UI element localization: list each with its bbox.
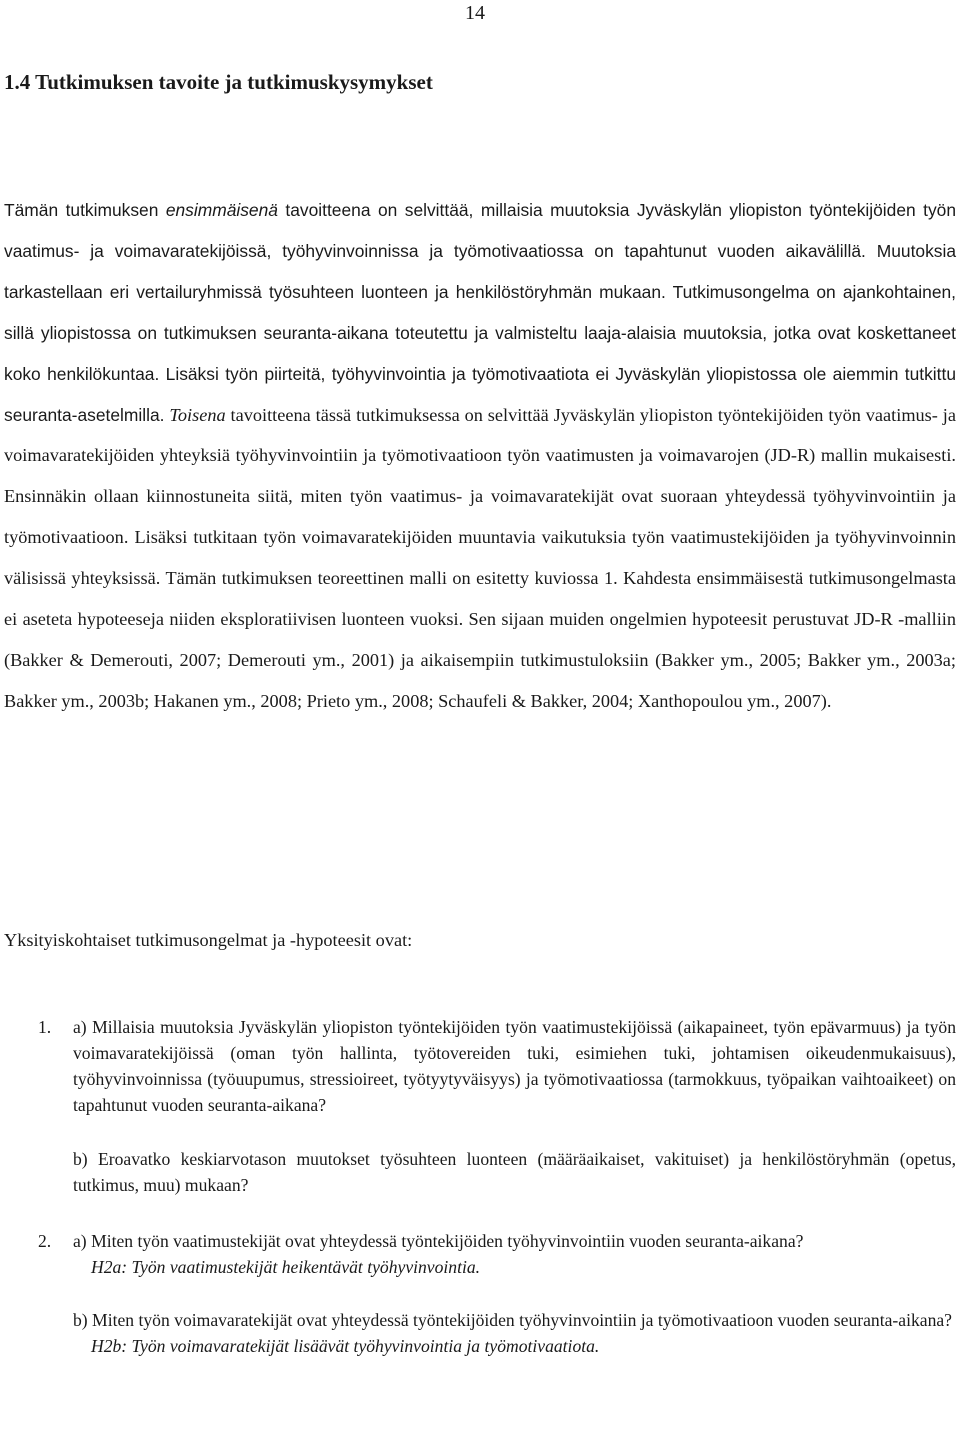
section-heading: 1.4 Tutkimuksen tavoite ja tutkimuskysymykset [4,70,433,94]
hypothesis-h2a: H2a: Työn vaatimustekijät heikentävät työhyvinvointia. [91,1257,481,1277]
page-number: 14 [465,2,485,24]
paragraph-first-aim: tavoitteena on selvittää, millaisia muutoksia Jyväskylän yliopiston työntekijöiden työn vaatimus- ja voimavaratekijöissä, työhyvinvoinnissa ja työmotivaatiossa on tapahtunut vuoden aikavälillä. Muutoksia tarkastellaan eri vertailuryhmissä työsuhteen luonteen ja henkilöstöryhmän mukaan. Tutkimusongelma on ajankohtainen, sillä yliopistossa on tutkimuksen seuranta-aikana toteutettu ja valmisteltu laaja-alaisia muutoksia, jotka ovat koskettaneet koko henkilökuntaa. Lisäksi työn piirteitä, työhyvinvointia ja työmotivaatiota ei Jyväskylän yliopistossa ole aiemmin tutkittu seuranta-asetelmilla. [4,200,956,425]
paragraph-sentence-1-start: Tämän tutkimuksen [4,200,166,220]
research-question-list [0,1014,960,1359]
emphasis-second: Toisena [169,404,226,425]
question-2a: a) Miten työn vaatimustekijät ovat yhteydessä työntekijöiden työhyvinvointiin vuoden seuranta-aikana? [73,1231,804,1251]
paragraph-second-aim: tavoitteena tässä tutkimuksessa on selvittää Jyväskylän yliopiston työntekijöiden työn vaatimus- ja voimavaratekijöiden yhteyksiä työhyvinvointiin ja työmotivaatioon työn vaatimusten ja voimavarojen (JD-R) mallin mukaisesti. Ensinnäkin ollaan kiinnostuneita siitä, miten työn vaatimus- ja voimavaratekijät ovat suoraan yhteydessä työhyvinvointiin ja työmotivaatioon. Lisäksi tutkitaan työn voimavaratekijöiden muuntavia vaikutuksia työn vaatimustekijöiden ja työhyvinvoinnin välisissä yhteyksissä. Tämän tutkimuksen teoreettinen malli on esitetty kuviossa 1. Kahdesta ensimmäisestä tutkimusongelmasta ei aseteta hypoteeseja niiden eksploratiivisen luonteen vuoksi. Sen sijaan muiden ongelmien hypoteesit perustuvat JD-R -malliin (Bakker & Demerouti, 2007; Demerouti ym., 2001) ja aikaisempiin tutkimustuloksiin (Bakker ym., 2005; Bakker ym., 2003a; Bakker ym., 2003b; Hakanen ym., 2008; Prieto ym., 2008; Schaufeli & Bakker, 2004; Xanthopoulou ym., 2007). [4,404,956,711]
paragraph-text-1 [4,200,956,425]
question-1b: b) Eroavatko keskiarvotason muutokset työsuhteen luonteen (määräaikaiset, vakituiset) ja henkilöstöryhmän (opetus, tutkimus, muu) mukaan? [73,1149,956,1195]
question-1a: a) Millaisia muutoksia Jyväskylän yliopiston työntekijöiden työn vaatimustekijöissä (aikapaineet, työn epävarmuus) ja työn voimavaratekijöissä (oman työn hallinta, työtovereiden tuki, esimiehen tuki, johtamisen oikeudenmukaisuus), työhyvinvoinnissa (työuupumus, stressioireet, työtyytyväisyys) ja työmotivaatiossa (tarmokkuus, työpaikan vaihtoaikeet) on tapahtunut vuoden seuranta-aikana? [73,1017,956,1115]
emphasis-first: ensimmäisenä [165,200,278,220]
question-number: 1. [38,1017,52,1037]
question-number: 2. [38,1231,52,1251]
research-question-2 [0,1228,960,1359]
hypothesis-h2b: H2b: Työn voimavaratekijät lisäävät työhyvinvointia ja työmotivaatiota. [91,1336,600,1356]
hypotheses-intro: Yksityiskohtaiset tutkimusongelmat ja -hypoteesit ovat: [4,930,413,950]
question-2b: b) Miten työn voimavaratekijät ovat yhteydessä työntekijöiden työhyvinvointiin ja työmotivaatioon vuoden seuranta-aikana? [73,1310,952,1330]
body-paragraph [4,190,956,722]
research-question-1 [0,1014,960,1198]
